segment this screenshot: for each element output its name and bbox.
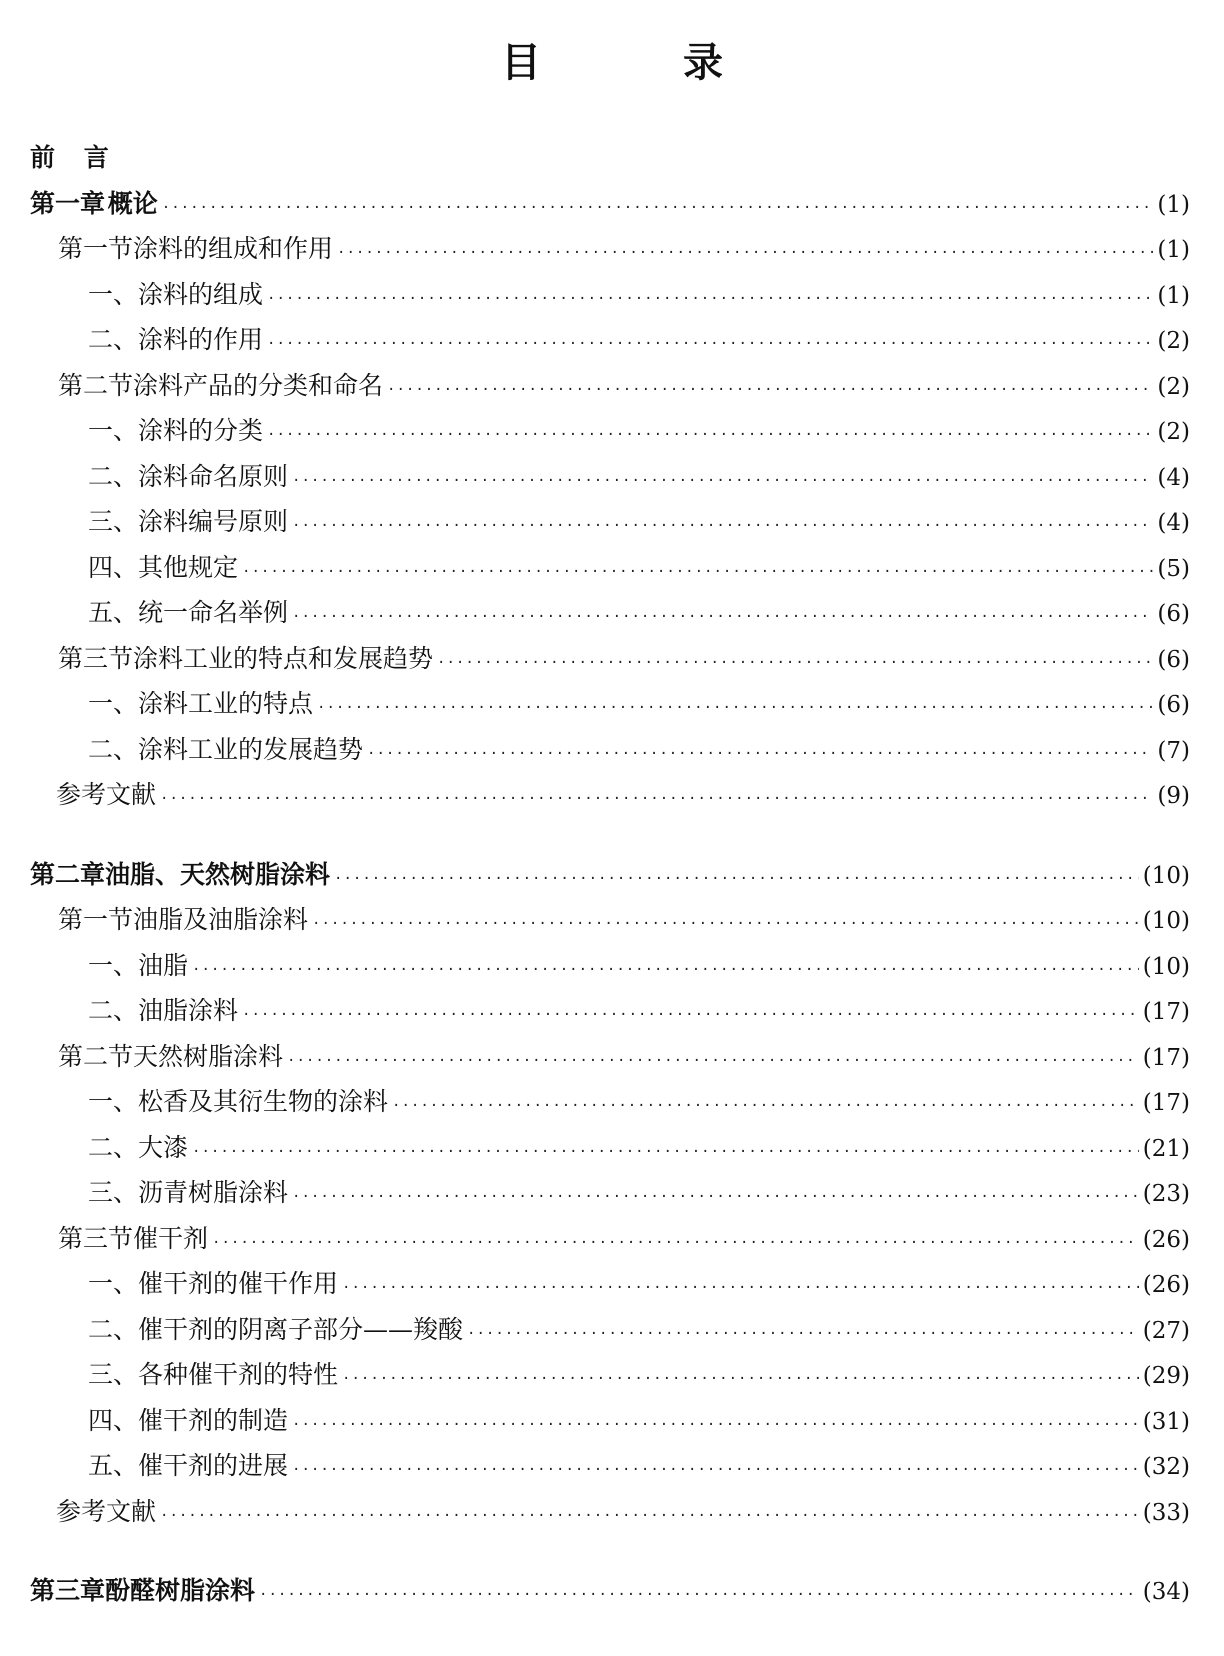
dot-leader (242, 1007, 1139, 1023)
toc-entry-ref[interactable] (30, 775, 1190, 821)
toc-entry-number: 一、 (88, 1087, 139, 1116)
toc-entry-page: (1) (1157, 282, 1190, 309)
toc-entry-number: 四、 (88, 552, 139, 582)
dot-leader (437, 655, 1153, 671)
toc-entry-item[interactable] (30, 320, 1190, 366)
toc-entry-page: (7) (1157, 737, 1190, 764)
toc-entry-number: 二、 (88, 734, 139, 764)
toc-entry-number: 三、 (88, 507, 139, 536)
toc-preface[interactable]: 前 言 (30, 143, 119, 172)
dot-leader (212, 1235, 1139, 1251)
toc-entry-number: 二、 (88, 325, 139, 354)
toc-entry-page: (5) (1157, 555, 1190, 582)
toc-entry-title: 催干剂的催干作用 (138, 1269, 339, 1298)
toc-entry-page: (6) (1157, 692, 1190, 718)
toc-entry-number: 第二章 (30, 859, 106, 889)
toc-entry-title: 涂料工业的发展趋势 (138, 734, 364, 764)
dot-leader (160, 1508, 1139, 1524)
toc-entry-title: 参考文献 (56, 780, 157, 809)
toc-entry-item[interactable] (30, 593, 1190, 639)
toc-entry-number: 二、 (88, 461, 139, 491)
toc-entry-item[interactable] (30, 684, 1190, 730)
toc-entry-number: 第一章 (30, 188, 106, 218)
toc-entry-title: 涂料编号原则 (138, 507, 289, 536)
toc-entry-number: 一、 (88, 279, 139, 309)
toc-entry-item[interactable] (30, 502, 1190, 548)
toc-entry-title: 油脂涂料 (138, 996, 239, 1025)
dot-leader (292, 518, 1153, 534)
dot-leader (192, 962, 1139, 978)
toc-entry-item[interactable] (30, 1264, 1190, 1310)
dot-leader (267, 291, 1153, 307)
toc-entry-page: (31) (1142, 1408, 1190, 1435)
toc-entry-number: 一、 (88, 950, 139, 980)
toc-entry-number: 三、 (88, 1178, 139, 1207)
page-title: 目 录 (501, 40, 787, 86)
toc-entry-number: 一、 (88, 416, 139, 445)
toc-entry-item[interactable] (30, 548, 1190, 594)
toc-entry-number: 二、 (88, 1132, 139, 1162)
toc-entry-page: (6) (1157, 646, 1190, 673)
toc-entry-page: (10) (1142, 908, 1190, 934)
toc-entry-number: 五、 (88, 1451, 139, 1480)
toc-entry-title: 催干剂 (133, 1223, 209, 1253)
dot-leader (292, 609, 1153, 625)
toc-entry-page: (17) (1142, 1090, 1190, 1116)
toc-entry-title: 沥青树脂涂料 (138, 1178, 289, 1207)
dot-leader (342, 1280, 1139, 1296)
toc-entry-number: 一、 (88, 689, 139, 718)
toc-entry-title: 涂料命名原则 (138, 461, 289, 491)
toc-entry-title: 涂料工业的特点 (138, 689, 314, 718)
toc-entry-number: 二、 (88, 1314, 139, 1344)
toc-entry-title: 油脂 (138, 950, 189, 980)
toc-entry-page: (33) (1142, 1499, 1190, 1526)
toc-entry-title: 统一命名举例 (138, 598, 289, 627)
toc-entry-title: 各种催干剂的特性 (138, 1360, 339, 1389)
dot-leader (292, 473, 1153, 489)
toc-entry-item[interactable] (30, 411, 1190, 457)
toc-entry-number: 二、 (88, 996, 139, 1025)
toc-entry-page: (2) (1157, 373, 1190, 400)
toc-entry-item[interactable] (30, 275, 1190, 321)
toc-entry-title: 催干剂的阴离子部分——羧酸 (138, 1314, 464, 1344)
dot-leader (242, 564, 1153, 580)
toc-entry-page: (17) (1142, 999, 1190, 1025)
toc-entry-number: 第三章 (30, 1576, 106, 1605)
toc-entry-title: 涂料的组成和作用 (133, 234, 334, 263)
toc-entry-page: (6) (1157, 601, 1190, 627)
dot-leader (392, 1098, 1139, 1114)
toc-entry-section[interactable] (30, 1037, 1190, 1083)
dot-leader (292, 1189, 1139, 1205)
toc-entry-page: (29) (1142, 1363, 1190, 1389)
toc-entry-section[interactable] (30, 900, 1190, 946)
toc-entry-page: (4) (1157, 510, 1190, 536)
toc-entry-chapter[interactable] (30, 855, 1190, 901)
toc-entry-page: (26) (1142, 1272, 1190, 1298)
toc-entry-page: (10) (1142, 953, 1190, 980)
dot-leader (259, 1587, 1139, 1603)
toc-entry-title: 概论 (107, 188, 158, 218)
toc-entry-number: 三、 (88, 1360, 139, 1389)
toc-entry-item[interactable] (30, 1446, 1190, 1492)
dot-leader (334, 871, 1139, 887)
dot-leader (160, 791, 1153, 807)
toc-entry-ref[interactable] (30, 1492, 1190, 1538)
toc-entry-number: 四、 (88, 1405, 139, 1435)
toc-entry-number: 第二节 (58, 370, 134, 400)
dot-leader (287, 1053, 1139, 1069)
toc-entry-item[interactable] (30, 1173, 1190, 1219)
dot-leader (387, 382, 1153, 398)
toc-entry-number: 第一节 (58, 234, 134, 263)
toc-entry-title: 催干剂的制造 (138, 1405, 289, 1435)
dot-leader (337, 245, 1153, 261)
toc-entry-page: (32) (1142, 1454, 1190, 1480)
toc-entry-chapter[interactable] (30, 1571, 1190, 1617)
toc-entry-title: 涂料产品的分类和命名 (133, 370, 384, 400)
toc-entry-item[interactable] (30, 730, 1190, 776)
toc-entry-item[interactable] (30, 1310, 1190, 1356)
toc-entry-title: 涂料的组成 (138, 279, 264, 309)
toc-entry-page: (17) (1142, 1044, 1190, 1071)
toc-entry-section[interactable] (30, 1219, 1190, 1265)
toc-entry-page: (4) (1157, 464, 1190, 491)
toc-entry-page: (26) (1142, 1226, 1190, 1253)
toc-entry-title: 涂料的分类 (138, 416, 264, 445)
toc-entry-page: (21) (1142, 1135, 1190, 1162)
toc-entry-title: 参考文献 (56, 1496, 157, 1526)
toc-entry-title: 涂料工业的特点和发展趋势 (133, 643, 434, 673)
toc-entry-section[interactable] (30, 639, 1190, 685)
toc-entry-page: (23) (1142, 1181, 1190, 1207)
toc-entry-chapter[interactable] (30, 184, 1190, 230)
toc-entry-title: 涂料的作用 (138, 325, 264, 354)
toc-entry-title: 催干剂的进展 (138, 1451, 289, 1480)
dot-leader (342, 1371, 1139, 1387)
dot-leader (292, 1462, 1139, 1478)
toc-entry-number: 第三节 (58, 1223, 134, 1253)
toc-entry-item[interactable] (30, 457, 1190, 503)
toc-entry-page: (10) (1142, 862, 1190, 889)
toc-entry-item[interactable] (30, 946, 1190, 992)
toc-entry-page: (2) (1157, 419, 1190, 445)
toc-entry-item[interactable] (30, 991, 1190, 1037)
toc-entry-item[interactable] (30, 1128, 1190, 1174)
toc-entry-section[interactable] (30, 366, 1190, 412)
dot-leader (312, 916, 1139, 932)
toc-entry-title: 油脂、天然树脂涂料 (105, 859, 331, 889)
toc-entry-item[interactable] (30, 1082, 1190, 1128)
dot-leader (267, 336, 1153, 352)
dot-leader (317, 700, 1153, 716)
toc-entry-title: 大漆 (138, 1132, 189, 1162)
toc-entry-page: (2) (1157, 328, 1190, 354)
toc-entry-page: (9) (1157, 783, 1190, 809)
toc-entry-number: 一、 (88, 1269, 139, 1298)
dot-leader (292, 1417, 1139, 1433)
toc-entry-page: (27) (1142, 1317, 1190, 1344)
toc-entry-page: (1) (1157, 191, 1190, 218)
dot-leader (162, 200, 1154, 216)
dot-leader (267, 427, 1153, 443)
toc-entry-item[interactable] (30, 1355, 1190, 1401)
toc-entry-title: 松香及其衍生物的涂料 (138, 1087, 389, 1116)
toc-entry-title: 天然树脂涂料 (133, 1041, 284, 1071)
toc-entry-title: 其他规定 (138, 552, 239, 582)
toc-entry-section[interactable] (30, 229, 1190, 275)
toc-entry-title: 酚醛树脂涂料 (105, 1576, 256, 1605)
toc-entry-page: (34) (1142, 1579, 1190, 1605)
dot-leader (367, 746, 1153, 762)
dot-leader (467, 1326, 1139, 1342)
toc-entry-number: 第三节 (58, 643, 134, 673)
toc-entry-number: 第二节 (58, 1041, 134, 1071)
table-of-contents (30, 138, 1190, 1617)
toc-entry-number: 五、 (88, 598, 139, 627)
toc-entry-item[interactable] (30, 1401, 1190, 1447)
toc-entry-title: 油脂及油脂涂料 (133, 905, 309, 934)
dot-leader (192, 1144, 1139, 1160)
toc-entry-number: 第一节 (58, 905, 134, 934)
toc-entry-page: (1) (1157, 237, 1190, 263)
